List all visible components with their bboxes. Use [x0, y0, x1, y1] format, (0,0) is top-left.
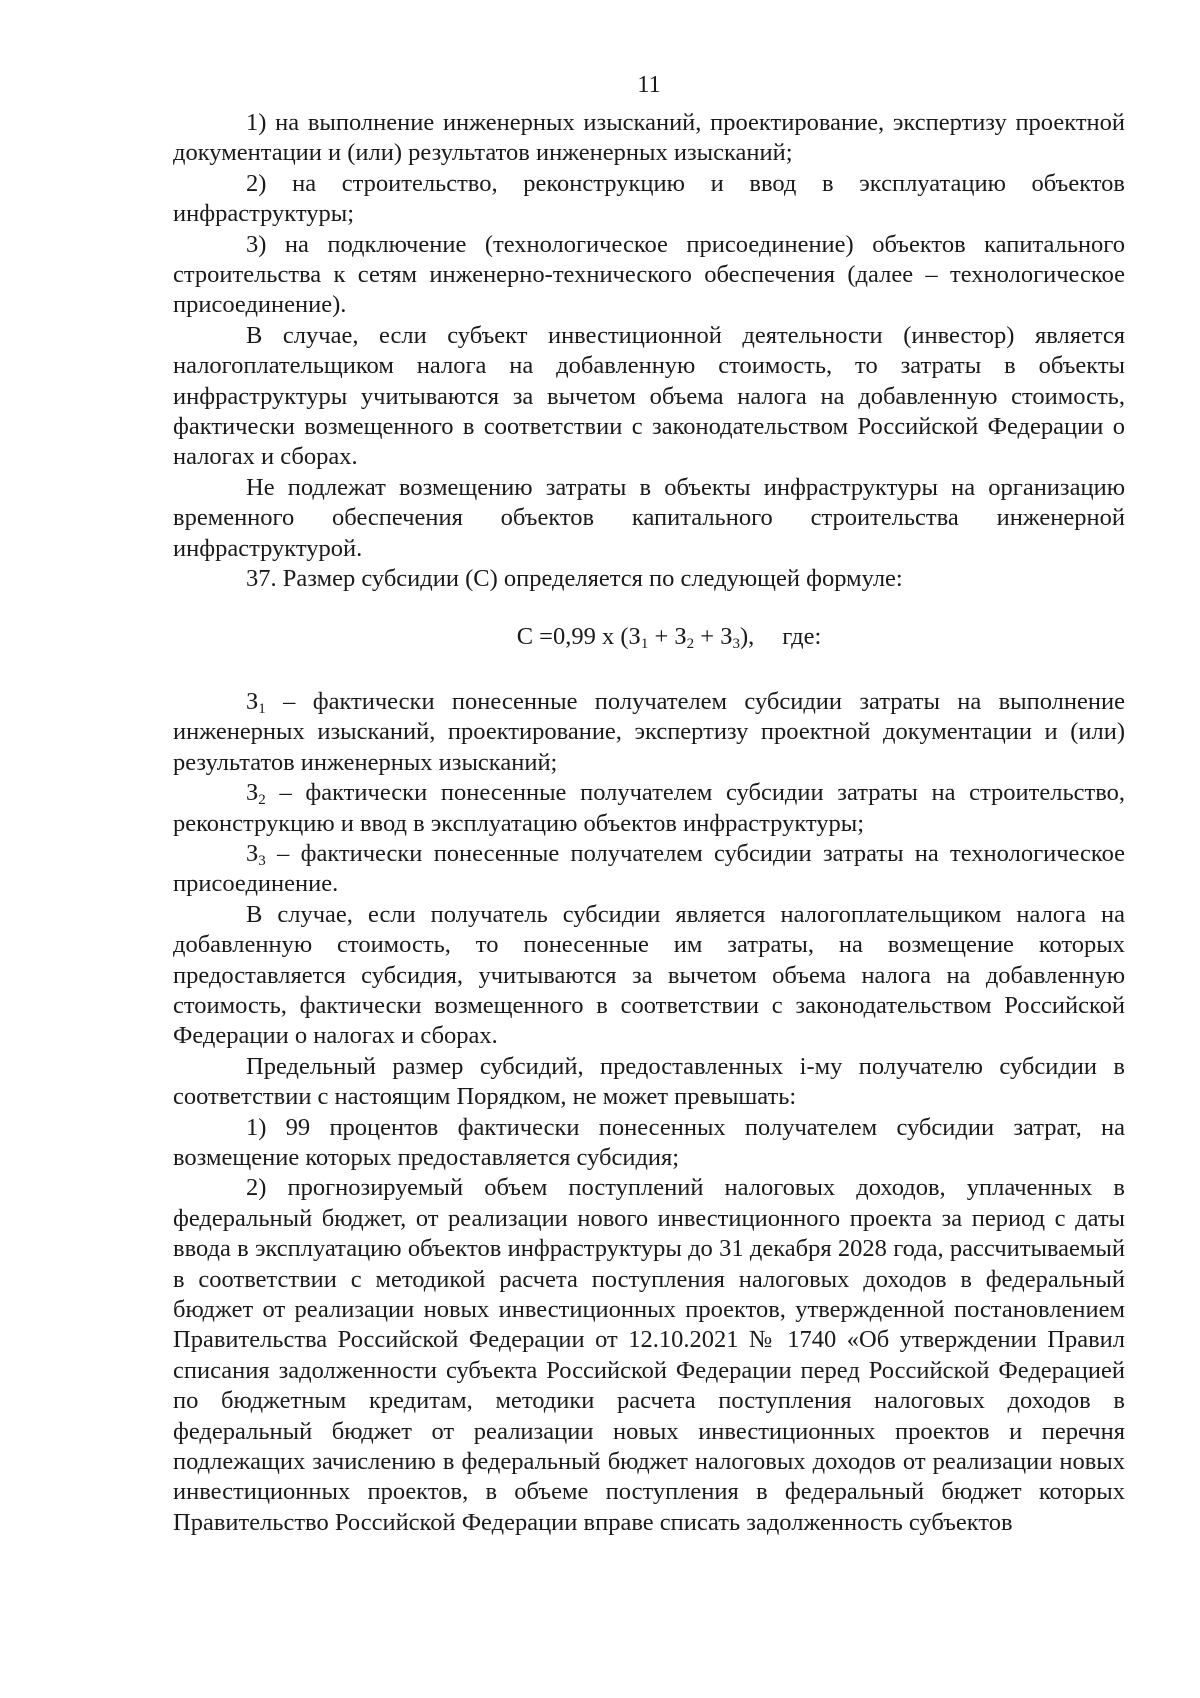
formula-lhs: С =0,99 х (З	[516, 622, 641, 650]
paragraph-not-reimbursed: Не подлежат возмещению затраты в объекты инфраструктуры на организацию временного обеспечения объектов капитального строительства инженерной инфраструктурой.	[173, 473, 1125, 562]
list-item-surveys: 1) на выполнение инженерных изысканий, проектирование, экспертизу проектной документации и (или) результатов инженерных изысканий;	[173, 109, 1125, 167]
formula-close: ),	[740, 622, 755, 650]
formula-sub-1: 1	[640, 635, 649, 652]
definition-symbol: З	[246, 839, 259, 867]
formula-where: где:	[782, 622, 822, 650]
definition-text: – фактически понесенные получателем субсидии затраты на строительство, реконструкцию и ввод в эксплуатацию объектов инфраструктуры;	[173, 779, 1125, 837]
definition-symbol: З	[246, 779, 259, 807]
definition-text: – фактически понесенные получателем субсидии затраты на технологическое присоединение.	[173, 839, 1125, 898]
definition-symbol: З	[246, 687, 259, 715]
definition-sub: 3	[258, 852, 266, 869]
paragraph-vat-recipient: В случае, если получатель субсидии является налогоплательщиком налога на добавленную стоимость, то понесенные им затраты, на возмещение которых предоставляется субсидия, учитываются за вычетом объема налога на добавленную стоимость, фактически возмещенного в соответствии с законодательством Российской Федерации о налогах и сборах.	[173, 900, 1125, 1050]
paragraph-max-subsidy: Предельный размер субсидий, предоставленных i-му получателю субсидии в соответствии с настоящим Порядком, не может превышать:	[173, 1052, 1125, 1111]
list-item-construction: 2) на строительство, реконструкцию и ввод в эксплуатацию объектов инфраструктуры;	[173, 169, 1125, 228]
document-page	[173, 70, 1125, 1538]
list-item-99-percent: 1) 99 процентов фактически понесенных получателем субсидии затрат, на возмещение которых предоставляется субсидия;	[173, 1113, 1125, 1171]
definition-sub: 2	[258, 792, 266, 809]
formula-sub-3: 3	[732, 635, 740, 652]
paragraph-vat-investor: В случае, если субъект инвестиционной деятельности (инвестор) является налогоплательщиком налога на добавленную стоимость, то затраты в объекты инфраструктуры учитываются за вычетом объема налога на добавленную стоимость, фактически возмещенного в соответствии с законодательством Российской Федерации о налогах и сборах.	[173, 321, 1125, 471]
definition-z3	[173, 839, 1125, 900]
definition-z2	[173, 778, 1125, 839]
formula-sub-2: 2	[686, 635, 695, 652]
paragraph-clause-37: 37. Размер субсидии (С) определяется по следующей формуле:	[246, 565, 903, 593]
list-item-connection: 3) на подключение (технологическое присоединение) объектов капитального строительства к сетям инженерно-технического обеспечения (далее – технологическое присоединение).	[173, 230, 1125, 319]
definition-z1	[173, 687, 1125, 778]
list-item-tax-revenue: 2) прогнозируемый объем поступлений налоговых доходов, уплаченных в федеральный бюджет, от реализации нового инвестиционного проекта за период с даты ввода в эксплуатацию объектов инфраструктуры до 31 декабря 2028 года, рассчитываемый в соответствии с методикой расчета поступления налоговых доходов в федеральный бюджет от реализации новых инвестиционных проектов, утвержденной постановлением Правительства Российской Федерации от 12.10.2021 № 1740 «Об утверждении Правил списания задолженности субъекта Российской Федерации перед Российской Федерацией по бюджетным кредитам, методики расчета поступления налоговых доходов в федеральный бюджет от реализации новых инвестиционных проектов и перечня подлежащих зачислению в федеральный бюджет налоговых доходов от реализации новых инвестиционных проектов, в объеме поступления в федеральный бюджет которых Правительство Российской Федерации вправе списать задолженность субъектов	[173, 1174, 1125, 1536]
formula-plus-2: + З	[694, 622, 733, 650]
page-number: 11	[637, 71, 661, 98]
formula-plus-1: + З	[648, 622, 687, 650]
subsidy-formula	[173, 622, 1125, 652]
definition-text: – фактически понесенные получателем субсидии затраты на выполнение инженерных изысканий, проектирование, экспертизу проектной документации и (или) результатов инженерных изысканий;	[173, 687, 1125, 776]
definition-sub: 1	[258, 700, 266, 717]
